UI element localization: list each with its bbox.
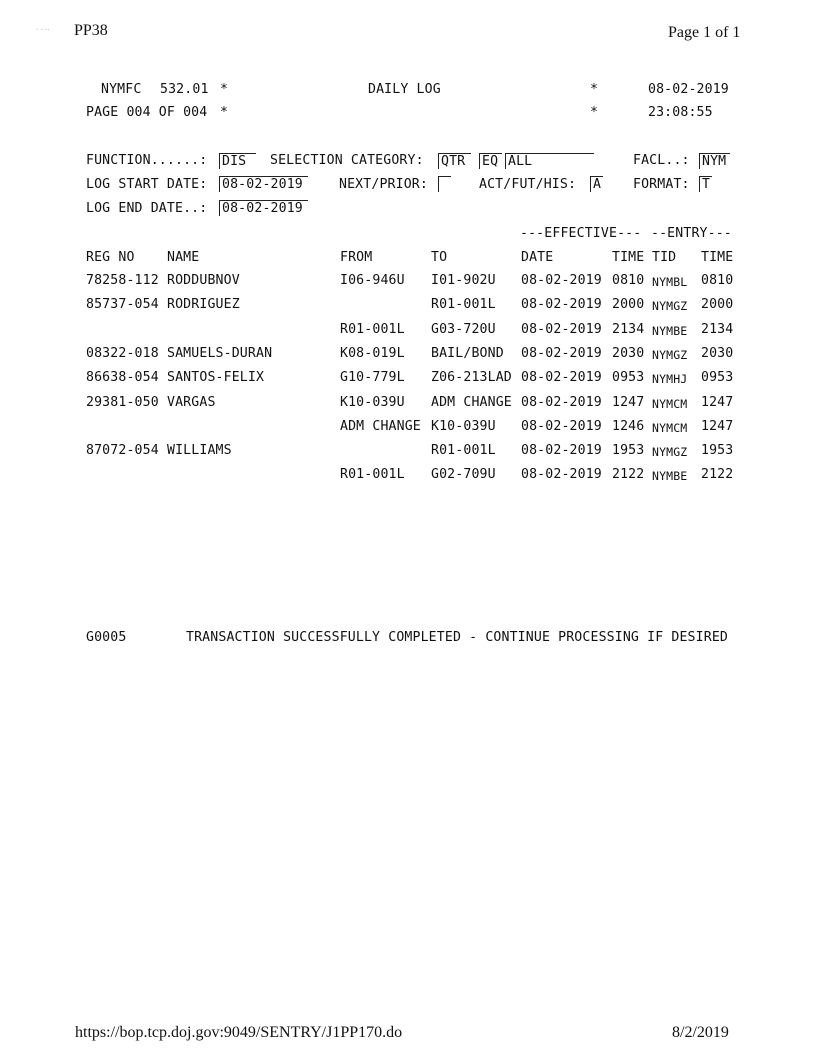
cell-entry-time: 1953 (701, 443, 734, 459)
status-code: G0005 (86, 630, 127, 645)
log-end-field[interactable]: 08-02-2019 (219, 200, 308, 216)
format-field[interactable]: T (699, 176, 712, 192)
version-number: 532.01 (160, 82, 209, 97)
function-field[interactable]: DIS (219, 153, 256, 169)
cell-tid: NYMHJ (652, 372, 688, 387)
cell-time: 0953 (612, 370, 645, 386)
cell-entry-time: 1247 (701, 418, 734, 434)
entry-group-header: --ENTRY--- (651, 226, 732, 241)
cell-to: ADM CHANGE (431, 394, 512, 410)
cell-tid: NYMBE (652, 469, 688, 484)
cell-to: R01-001L (431, 443, 496, 459)
act-fut-his-label: ACT/FUT/HIS: (479, 177, 577, 192)
act-fut-his-field[interactable]: A (590, 176, 603, 192)
cell-to: G02-709U (431, 467, 496, 483)
col-date: DATE (521, 250, 554, 265)
cell-reg-no: 86638-054 (86, 370, 159, 386)
cell-time: 1247 (612, 394, 645, 410)
col-to: TO (431, 250, 448, 265)
cell-from: I06-946U (340, 273, 405, 288)
log-start-field[interactable]: 08-02-2019 (219, 176, 308, 192)
format-label: FORMAT: (633, 177, 690, 192)
facl-label: FACL..: (633, 153, 690, 168)
facility-code: NYMFC (101, 82, 142, 97)
cell-to: R01-001L (431, 297, 496, 313)
cell-time: 1953 (612, 443, 645, 459)
col-reg-no: REG NO (86, 250, 135, 265)
cell-tid: NYMGZ (652, 299, 688, 314)
header-date: 08-02-2019 (648, 82, 729, 97)
cell-tid: NYMGZ (652, 347, 688, 362)
cell-reg-no: 87072-054 (86, 443, 159, 459)
header-star: * (220, 82, 229, 97)
selection-category-label: SELECTION CATEGORY: (270, 153, 424, 168)
cell-date: 08-02-2019 (521, 394, 602, 410)
cell-entry-time: 0953 (701, 370, 734, 386)
col-time: TIME (612, 250, 645, 265)
cell-date: 08-02-2019 (521, 370, 602, 386)
cell-to: I01-902U (431, 273, 496, 288)
facl-field[interactable]: NYM (699, 153, 730, 169)
cell-from: R01-001L (340, 321, 405, 337)
cell-date: 08-02-2019 (521, 467, 602, 483)
log-start-label: LOG START DATE: (86, 177, 208, 192)
cell-from: K10-039U (340, 394, 405, 410)
faint-marks: . . .. (36, 22, 50, 32)
cell-tid: NYMBL (652, 275, 688, 289)
cell-time: 2000 (612, 297, 645, 313)
cell-date: 08-02-2019 (521, 443, 602, 459)
header-time: 23:08:55 (648, 105, 713, 120)
page-label: PAGE 004 OF 004 (86, 105, 208, 120)
cell-from: G10-779L (340, 370, 405, 386)
cell-time: 2134 (612, 321, 645, 337)
log-end-label: LOG END DATE..: (86, 201, 208, 216)
selection-category-field[interactable]: QTR (438, 153, 471, 169)
cell-time: 1246 (612, 418, 645, 434)
cell-entry-time: 0810 (701, 273, 734, 288)
cell-date: 08-02-2019 (521, 297, 602, 313)
cell-time: 2030 (612, 345, 645, 361)
next-prior-field[interactable] (438, 176, 451, 192)
function-label: FUNCTION......: (86, 153, 208, 168)
next-prior-label: NEXT/PRIOR: (339, 177, 428, 192)
cell-to: BAIL/BOND (431, 345, 504, 361)
cell-date: 08-02-2019 (521, 418, 602, 434)
cell-reg-no: 29381-050 (86, 394, 159, 410)
screen-title: DAILY LOG (368, 82, 441, 97)
cell-time: 2122 (612, 467, 645, 483)
cell-name: SAMUELS-DURAN (167, 345, 273, 361)
header-star: * (590, 82, 599, 97)
cell-entry-time: 2000 (701, 297, 734, 313)
cell-reg-no: 08322-018 (86, 345, 159, 361)
cell-to: Z06-213LAD (431, 370, 512, 386)
cell-entry-time: 1247 (701, 394, 734, 410)
cell-entry-time: 2134 (701, 321, 734, 337)
col-entry-time: TIME (701, 250, 734, 265)
header-star: * (590, 105, 599, 120)
print-title: PP38 (74, 22, 108, 39)
col-tid: TID (652, 250, 677, 265)
print-url: https://bop.tcp.doj.gov:9049/SENTRY/J1PP170.do (75, 1024, 403, 1041)
cell-tid: NYMGZ (652, 445, 688, 460)
cell-name: RODDUBNOV (167, 273, 240, 288)
selection-operator-field[interactable]: EQ (479, 153, 502, 169)
col-name: NAME (167, 250, 200, 265)
cell-reg-no: 85737-054 (86, 297, 159, 313)
print-date: 8/2/2019 (672, 1024, 729, 1041)
col-from: FROM (340, 250, 373, 265)
cell-from: K08-019L (340, 345, 405, 361)
cell-to: G03-720U (431, 321, 496, 337)
cell-date: 08-02-2019 (521, 345, 602, 361)
cell-entry-time: 2122 (701, 467, 734, 483)
cell-name: SANTOS-FELIX (167, 370, 265, 386)
cell-from: R01-001L (340, 467, 405, 483)
cell-tid: NYMCM (652, 396, 688, 411)
cell-name: RODRIGUEZ (167, 297, 240, 313)
header-star: * (220, 105, 229, 120)
effective-group-header: ---EFFECTIVE--- (520, 226, 642, 241)
cell-name: WILLIAMS (167, 443, 232, 459)
cell-tid: NYMBE (652, 323, 688, 338)
cell-reg-no: 78258-112 (86, 273, 159, 288)
status-message: TRANSACTION SUCCESSFULLY COMPLETED - CONTINUE PROCESSING IF DESIRED (186, 630, 728, 645)
cell-from: ADM CHANGE (340, 418, 421, 434)
selection-value-field[interactable]: ALL (505, 153, 594, 169)
cell-date: 08-02-2019 (521, 273, 602, 288)
cell-date: 08-02-2019 (521, 321, 602, 337)
cell-entry-time: 2030 (701, 345, 734, 361)
cell-tid: NYMCM (652, 420, 688, 435)
cell-time: 0810 (612, 273, 645, 288)
cell-name: VARGAS (167, 394, 216, 410)
page-indicator: Page 1 of 1 (668, 24, 741, 41)
cell-to: K10-039U (431, 418, 496, 434)
